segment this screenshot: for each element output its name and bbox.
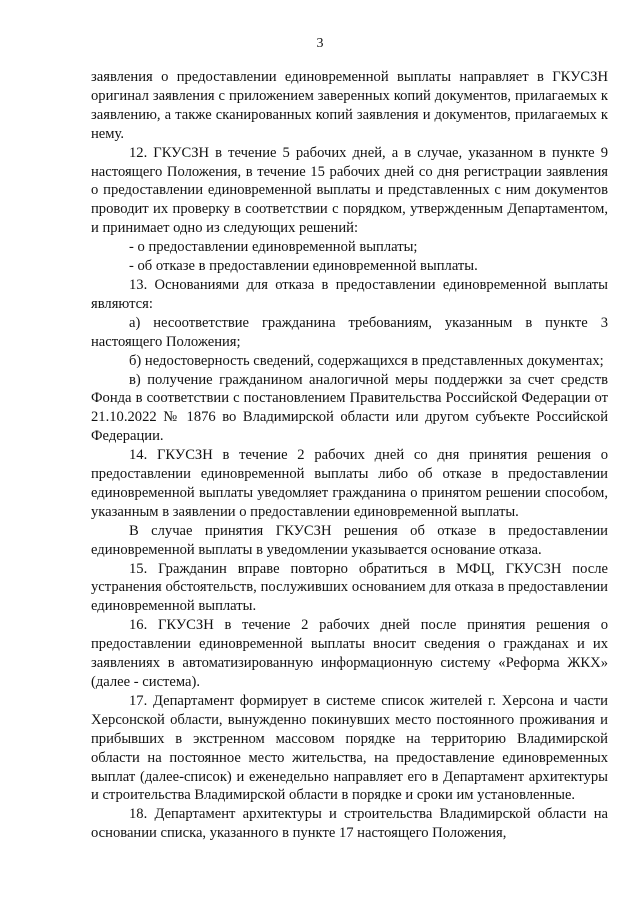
paragraph-16: 16. ГКУСЗН в течение 2 рабочих дней после принятия решения о предоставлении единовременной выплаты вносит сведения о гражданах и их заявлениях в автоматизированную информационную систему «Реформа ЖКХ» (далее - система). bbox=[91, 617, 608, 690]
paragraph-14: 14. ГКУСЗН в течение 2 рабочих дней со дня принятия решения о предоставлении единовременной выплаты либо об отказе в предоставлении единовременной выплаты уведомляет гражданина о принятом решении способом, указанным в заявлении о предоставлении единовременной выплаты. bbox=[91, 447, 608, 520]
paragraph-15: 15. Гражданин вправе повторно обратиться в МФЦ, ГКУСЗН после устранения обстоятельств, послуживших основанием для отказа в предоставлении единовременной выплаты. bbox=[91, 560, 608, 615]
option-grant: - о предоставлении единовременной выплаты; bbox=[129, 239, 418, 256]
paragraph-18: 18. Департамент архитектуры и строительства Владимирской области на основании списка, указанного в пункте 17 настоящего Положения, bbox=[91, 806, 608, 842]
paragraph-13-item-b: б) недостоверность сведений, содержащихся в представленных документах; bbox=[129, 352, 604, 369]
paragraph-17: 17. Департамент формирует в системе список жителей г. Херсона и части Херсонской области, вынужденно покинувших место постоянного проживания и прибывших в экстренном массовом порядке на территорию Владимирской области на постоянное место жительства, на предоставление единовременных выплат (далее-список) и еженедельно направляет его в Департамент архитектуры и строительства Владимирской области в порядке и сроки им установленные. bbox=[91, 692, 608, 804]
paragraph-13-item-a: а) несоответствие гражданина требованиям, указанным в пункте 3 настоящего Положения; bbox=[91, 314, 608, 350]
page-number: 3 bbox=[316, 36, 324, 51]
paragraph-14-refusal: В случае принятия ГКУСЗН решения об отказе в предоставлении единовременной выплаты в уведомлении указывается основание отказа. bbox=[91, 522, 608, 558]
paragraph-13: 13. Основаниями для отказа в предоставлении единовременной выплаты являются: bbox=[91, 276, 608, 312]
paragraph-12: 12. ГКУСЗН в течение 5 рабочих дней, а в случае, указанном в пункте 9 настоящего Положения, в течение 15 рабочих дней со дня регистрации заявления о предоставлении единовременной выплаты и представленных с ним документов проводит их проверку в соответствии с порядком, утвержденным Департаментом, и принимает одно из следующих решений: bbox=[91, 144, 608, 237]
option-refuse: - об отказе в предоставлении единовременной выплаты. bbox=[129, 258, 478, 275]
paragraph-13-item-c: в) получение гражданином аналогичной меры поддержки за счет средств Фонда в соответствии с постановлением Правительства Российской Федерации от 21.10.2022 № 1876 во Владимирской области или другом субъекте Российской Федерации. bbox=[91, 371, 608, 445]
document-body bbox=[91, 68, 608, 843]
paragraph-intro: заявления о предоставлении единовременной выплаты направляет в ГКУСЗН оригинал заявления с приложением заверенных копий документов, прилагаемых к заявлению, а также сканированных копий заявления и документов, прилагаемых к нему. bbox=[91, 69, 608, 142]
